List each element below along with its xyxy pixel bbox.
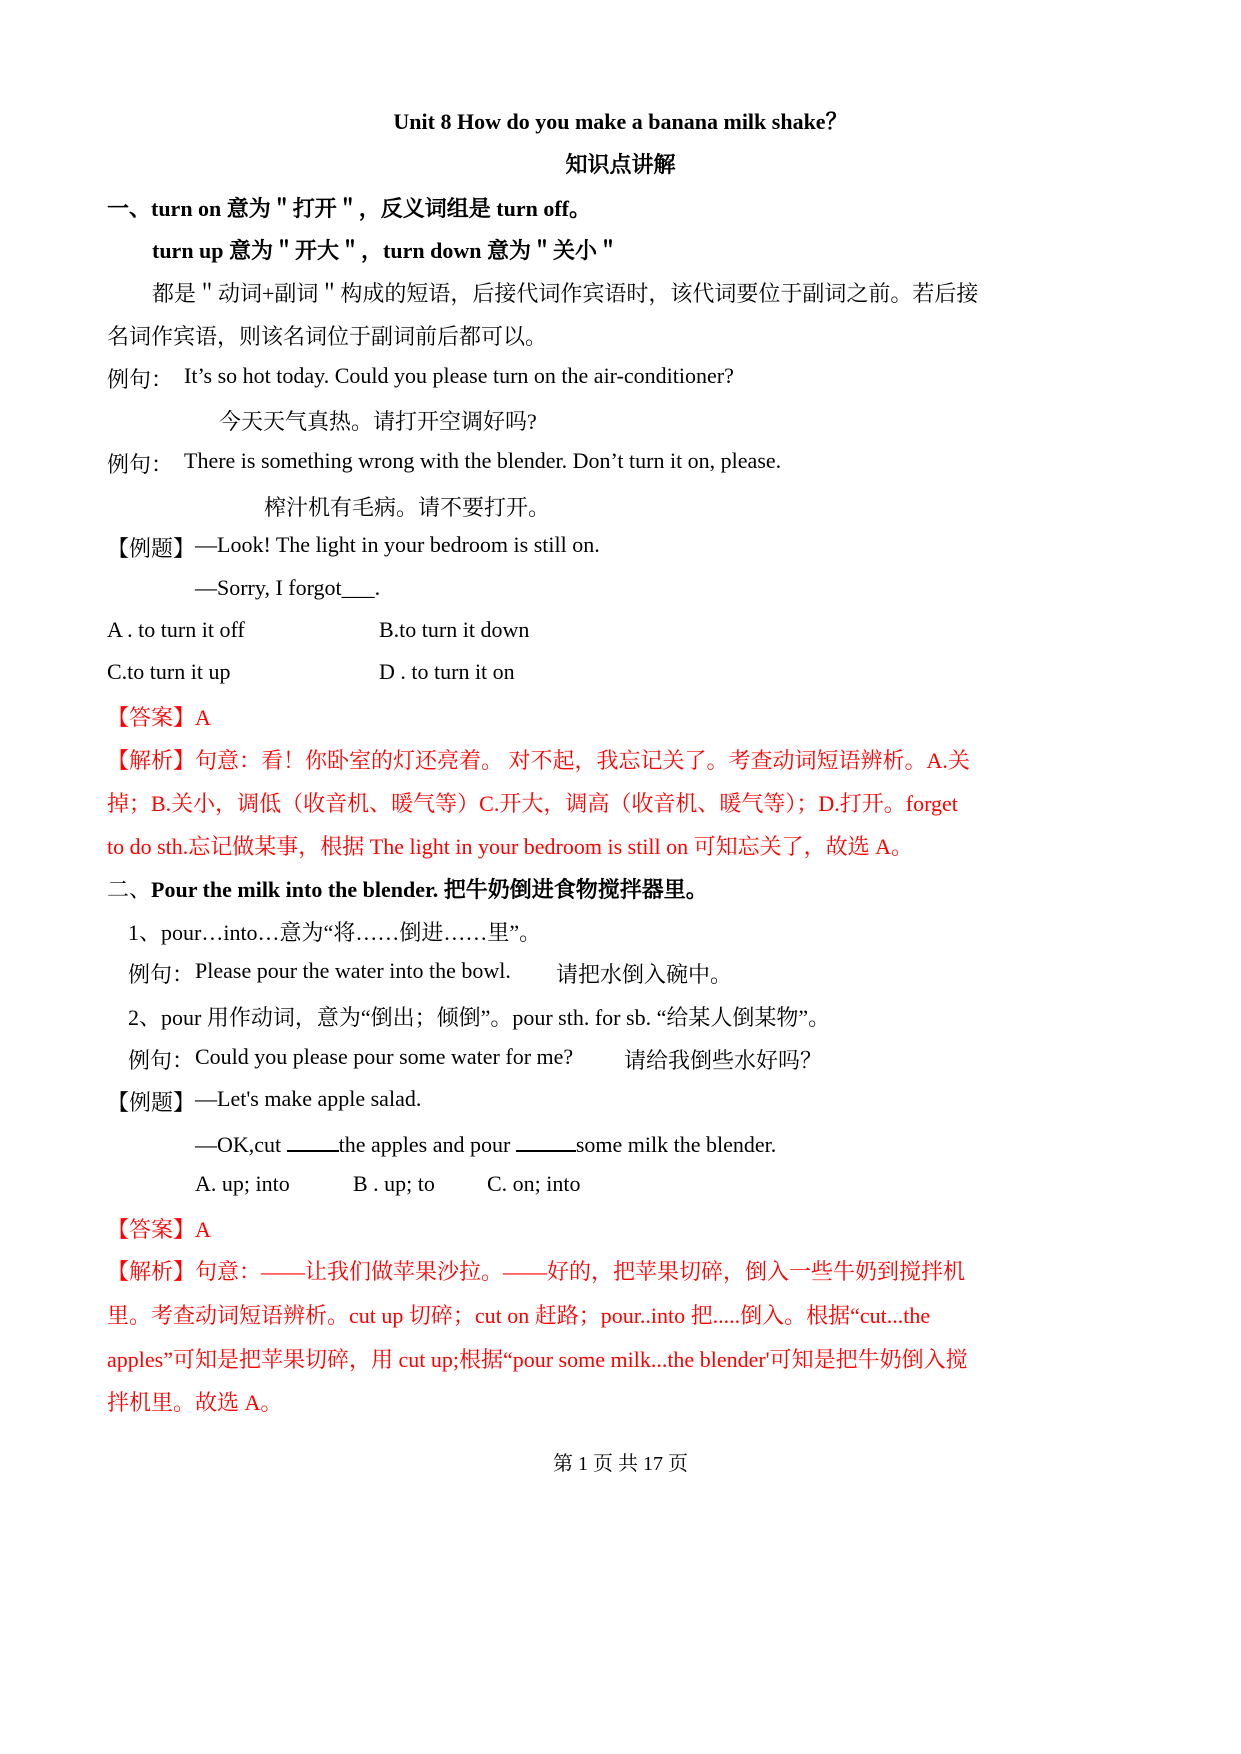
question-text: —OK,cut — [195, 1132, 287, 1157]
item-2: 2、pour 用作动词，意为“倒出；倾倒”。pour sth. for sb. “给某人倒某物”。 — [128, 1005, 831, 1030]
explanation-line-2: 里。考查动词短语辨析。cut up 切碎；cut on 赶路；pour..into 把.....倒入。根据“cut...the — [107, 1303, 931, 1328]
section-1-paragraph-line-1: 都是＂动词+副词＂构成的短语，后接代词作宾语时，该代词要位于副词之前。若后接 — [152, 281, 979, 306]
question-line-1: —Look! The light in your bedroom is still on. — [195, 532, 600, 557]
section-1-heading: 一、turn on 意为＂打开＂，反义词组是 turn off。 — [107, 196, 592, 221]
explanation-line-3: to do sth.忘记做某事，根据 The light in your bedroom is still on 可知忘关了，故选 A。 — [107, 834, 914, 859]
example-sentence-cn: 今天天气真热。请打开空调好吗? — [219, 409, 537, 434]
example-label: 例句： — [107, 367, 174, 392]
example-sentence-en: Could you please pour some water for me? — [195, 1044, 574, 1069]
answer-blank — [516, 1128, 576, 1152]
option-d: D . to turn it on — [379, 659, 515, 684]
option-b: B . up; to — [353, 1171, 435, 1196]
example-sentence-en: Please pour the water into the bowl. — [195, 958, 511, 983]
explanation-line-1: 【解析】句意：——让我们做苹果沙拉。——好的，把苹果切碎，倒入一些牛奶到搅拌机 — [107, 1259, 966, 1284]
section-2-number: 二、 — [107, 877, 152, 902]
question-line-1: —Let's make apple salad. — [195, 1086, 422, 1111]
example-label: 例句： — [128, 962, 195, 987]
example-label: 例句： — [107, 452, 174, 477]
explanation-line-3: apples”可知是把苹果切碎，用 cut up;根据“pour some milk...the blender'可知是把牛奶倒入搅 — [107, 1347, 968, 1372]
question-line-2 — [195, 1128, 776, 1158]
question-label: 【例题】 — [107, 1090, 196, 1115]
explanation-line-4: 拌机里。故选 A。 — [107, 1390, 283, 1415]
section-2-heading-text: Pour the milk into the blender. 把牛奶倒进食物搅拌器里。 — [151, 877, 708, 902]
question-label: 【例题】 — [107, 536, 196, 561]
option-b: B.to turn it down — [379, 617, 530, 642]
question-text: the apples and pour — [338, 1132, 516, 1157]
example-label: 例句： — [128, 1048, 195, 1073]
answer: 【答案】A — [107, 705, 211, 730]
item-1: 1、pour…into…意为“将……倒进……里”。 — [128, 920, 542, 945]
page-subtitle: 知识点讲解 — [565, 152, 676, 177]
page-title: Unit 8 How do you make a banana milk shake？ — [393, 109, 848, 134]
example-sentence-cn: 请给我倒些水好吗？ — [624, 1048, 823, 1073]
section-2-heading — [107, 873, 708, 904]
option-a: A . to turn it off — [107, 617, 245, 642]
explanation-line-1: 【解析】句意：看！你卧室的灯还亮着。 对不起，我忘记关了。考查动词短语辨析。A.关 — [107, 748, 970, 773]
option-c: C. on; into — [487, 1171, 581, 1196]
section-1-paragraph-line-2: 名词作宾语，则该名词位于副词前后都可以。 — [107, 324, 548, 349]
question-line-2: —Sorry, I forgot___. — [195, 575, 381, 600]
example-sentence-cn: 榨汁机有毛病。请不要打开。 — [264, 495, 551, 520]
example-sentence-en: There is something wrong with the blender. Don’t turn it on, please. — [184, 448, 782, 473]
answer: 【答案】A — [107, 1217, 211, 1242]
answer-blank — [287, 1128, 339, 1152]
example-sentence-en: It’s so hot today. Could you please turn on the air-conditioner? — [184, 363, 734, 388]
option-a: A. up; into — [195, 1171, 290, 1196]
page-footer: 第 1 页 共 17 页 — [553, 1453, 688, 1475]
explanation-line-2: 掉；B.关小，调低（收音机、暖气等）C.开大，调高（收音机、暖气等）；D.打开。forget — [107, 791, 958, 816]
section-1-subheading: turn up 意为＂开大＂，turn down 意为＂关小＂ — [152, 238, 619, 263]
question-text: some milk the blender. — [575, 1132, 777, 1157]
example-sentence-cn: 请把水倒入碗中。 — [556, 962, 733, 987]
option-c: C.to turn it up — [107, 659, 231, 684]
